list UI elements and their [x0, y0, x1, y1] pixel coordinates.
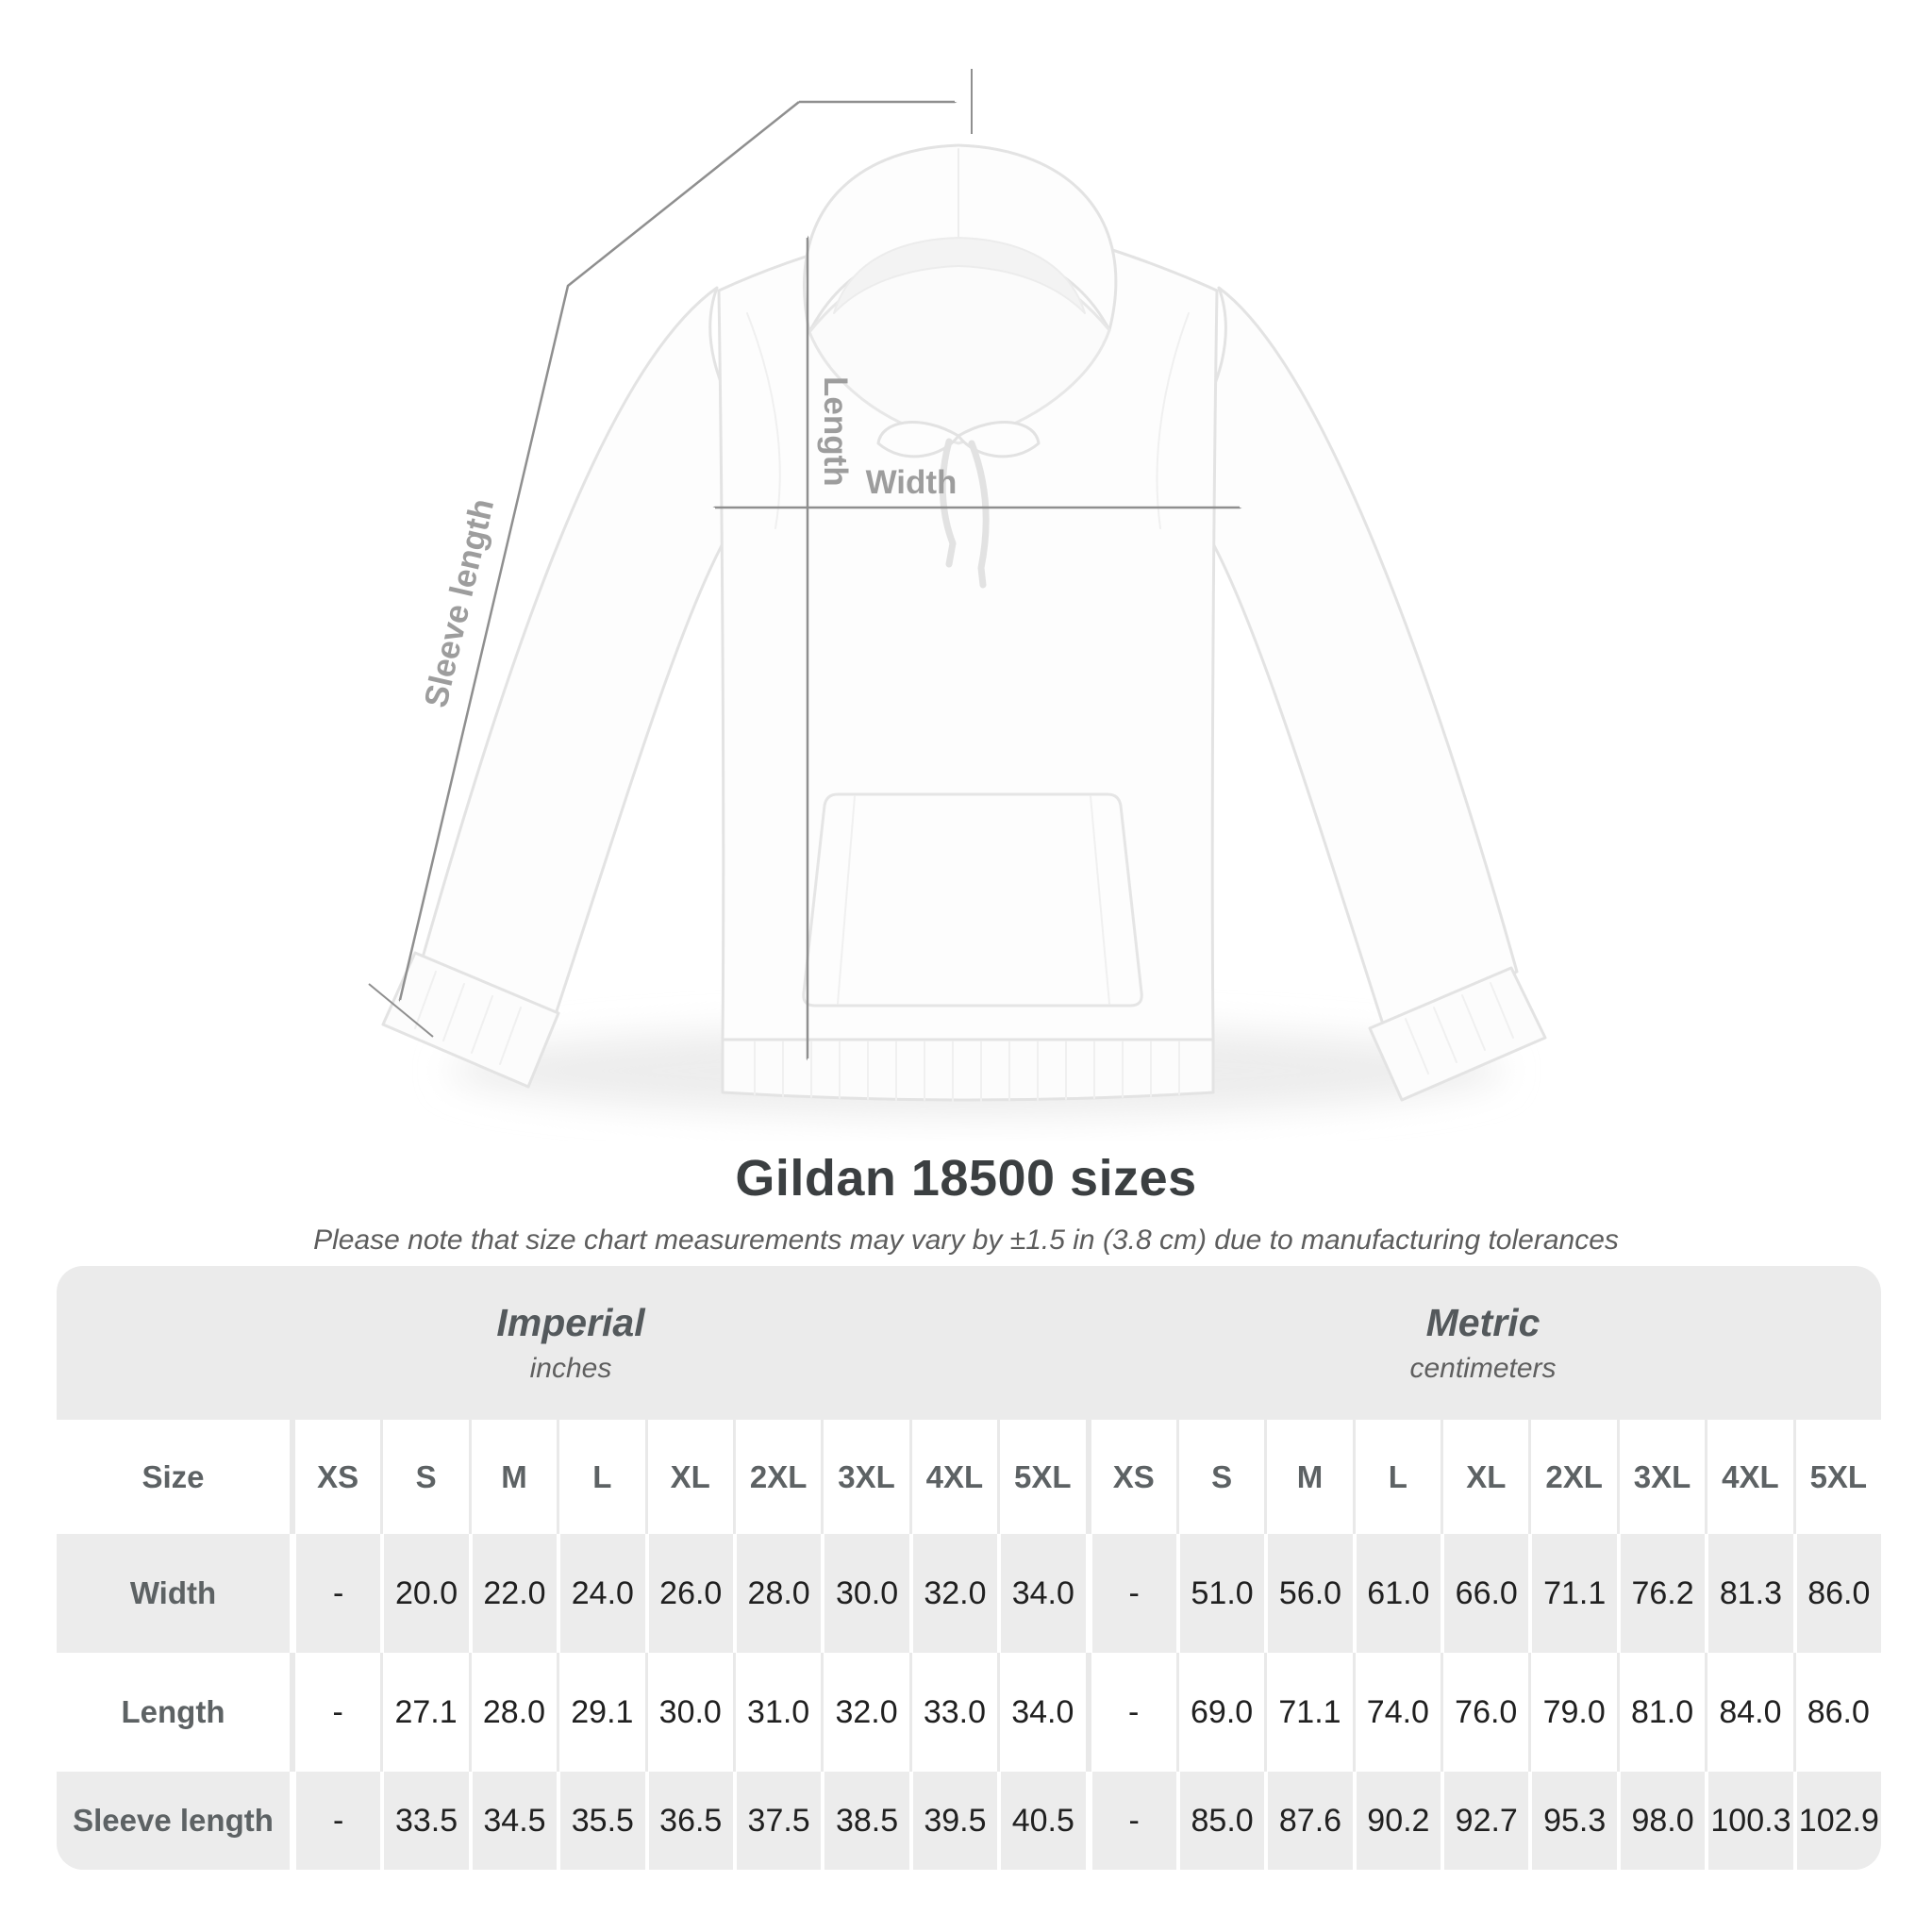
measurement-row-length — [57, 1653, 1881, 1772]
metric-label: Metric — [1425, 1301, 1541, 1344]
size-header-imperial-m: M — [469, 1420, 557, 1534]
width-metric-5xl: 86.0 — [1793, 1534, 1881, 1653]
length-metric-m: 71.1 — [1264, 1653, 1352, 1772]
width-metric-2xl: 71.1 — [1528, 1534, 1616, 1653]
sleeve-imperial-l: 35.5 — [557, 1772, 644, 1870]
size-header-imperial-2xl: 2XL — [733, 1420, 821, 1534]
sleeve-imperial-xl: 36.5 — [645, 1772, 733, 1870]
length-metric-s: 69.0 — [1176, 1653, 1264, 1772]
width-metric-l: 61.0 — [1353, 1534, 1441, 1653]
size-header-metric-xs: XS — [1086, 1420, 1176, 1534]
width-metric-m: 56.0 — [1264, 1534, 1352, 1653]
sleeve-imperial-2xl: 37.5 — [733, 1772, 821, 1870]
size-header-metric-m: M — [1264, 1420, 1352, 1534]
size-header-metric-xl: XL — [1441, 1420, 1528, 1534]
length-imperial-xs: - — [290, 1653, 380, 1772]
imperial-label: Imperial — [496, 1301, 645, 1344]
length-label: Length — [817, 376, 854, 487]
size-header-imperial-3xl: 3XL — [821, 1420, 908, 1534]
sleeve-metric-5xl: 102.9 — [1793, 1772, 1881, 1870]
metric-unit-label: centimeters — [1409, 1353, 1557, 1384]
size-header-imperial-s: S — [380, 1420, 468, 1534]
width-imperial-5xl: 34.0 — [997, 1534, 1085, 1653]
size-header-imperial-l: L — [557, 1420, 644, 1534]
width-metric-xl: 66.0 — [1441, 1534, 1528, 1653]
length-imperial-l: 29.1 — [557, 1653, 644, 1772]
sleeve-metric-4xl: 100.3 — [1705, 1772, 1792, 1870]
width-metric-4xl: 81.3 — [1705, 1534, 1792, 1653]
length-metric-l: 74.0 — [1353, 1653, 1441, 1772]
hoodie-illustration — [383, 145, 1545, 1101]
width-imperial-m: 22.0 — [469, 1534, 557, 1653]
unit-group-imperial — [57, 1266, 1085, 1420]
row-label-sleeve-length: Sleeve length — [73, 1803, 274, 1838]
size-header-metric-5xl: 5XL — [1793, 1420, 1881, 1534]
length-metric-2xl: 79.0 — [1528, 1653, 1616, 1772]
sleeve-imperial-m: 34.5 — [469, 1772, 557, 1870]
unit-group-metric — [1085, 1266, 1881, 1420]
unit-header-band — [57, 1266, 1881, 1420]
row-label-width: Width — [129, 1575, 217, 1610]
left-sleeve — [423, 288, 731, 1017]
width-metric-xs: - — [1086, 1534, 1176, 1653]
length-imperial-xl: 30.0 — [645, 1653, 733, 1772]
width-metric-s: 51.0 — [1176, 1534, 1264, 1653]
length-metric-5xl: 86.0 — [1793, 1653, 1881, 1772]
width-imperial-xl: 26.0 — [645, 1534, 733, 1653]
sleeve-metric-xl: 92.7 — [1441, 1772, 1528, 1870]
length-metric-3xl: 81.0 — [1617, 1653, 1705, 1772]
width-label: Width — [865, 464, 958, 501]
size-header-imperial-xl: XL — [645, 1420, 733, 1534]
kangaroo-pocket — [804, 794, 1142, 1006]
length-imperial-4xl: 33.0 — [909, 1653, 997, 1772]
size-header-imperial-xs: XS — [290, 1420, 380, 1534]
width-imperial-s: 20.0 — [380, 1534, 468, 1653]
page-title: Gildan 18500 sizes — [735, 1150, 1197, 1207]
length-metric-4xl: 84.0 — [1705, 1653, 1792, 1772]
page-subtitle: Please note that size chart measurements may vary by ±1.5 in (3.8 cm) due to manufacturing tolerances — [313, 1224, 1619, 1256]
length-imperial-m: 28.0 — [469, 1653, 557, 1772]
length-imperial-s: 27.1 — [380, 1653, 468, 1772]
measurement-row-width — [57, 1534, 1881, 1653]
size-header-metric-3xl: 3XL — [1617, 1420, 1705, 1534]
size-header-metric-s: S — [1176, 1420, 1264, 1534]
length-imperial-3xl: 32.0 — [821, 1653, 908, 1772]
width-imperial-3xl: 30.0 — [821, 1534, 908, 1653]
sleeve-metric-3xl: 98.0 — [1617, 1772, 1705, 1870]
sleeve-imperial-s: 33.5 — [380, 1772, 468, 1870]
size-header-metric-l: L — [1353, 1420, 1441, 1534]
sleeve-metric-xs: - — [1086, 1772, 1176, 1870]
sleeve-imperial-xs: - — [290, 1772, 380, 1870]
size-header-imperial-5xl: 5XL — [997, 1420, 1085, 1534]
length-imperial-2xl: 31.0 — [733, 1653, 821, 1772]
size-header-row — [57, 1420, 1881, 1534]
width-metric-3xl: 76.2 — [1617, 1534, 1705, 1653]
measurement-row-sleeve-length — [57, 1772, 1881, 1870]
width-imperial-xs: - — [290, 1534, 380, 1653]
length-imperial-5xl: 34.0 — [997, 1653, 1085, 1772]
size-column-header: Size — [142, 1458, 205, 1494]
row-label-length: Length — [121, 1694, 225, 1729]
sleeve-metric-l: 90.2 — [1353, 1772, 1441, 1870]
size-header-metric-4xl: 4XL — [1705, 1420, 1792, 1534]
imperial-unit-label: inches — [529, 1353, 612, 1384]
sleeve-imperial-4xl: 39.5 — [909, 1772, 997, 1870]
right-sleeve — [1206, 288, 1517, 1030]
sleeve-metric-m: 87.6 — [1264, 1772, 1352, 1870]
sleeve-metric-s: 85.0 — [1176, 1772, 1264, 1870]
size-header-imperial-4xl: 4XL — [909, 1420, 997, 1534]
width-imperial-2xl: 28.0 — [733, 1534, 821, 1653]
sleeve-metric-2xl: 95.3 — [1528, 1772, 1616, 1870]
length-metric-xl: 76.0 — [1441, 1653, 1528, 1772]
length-metric-xs: - — [1086, 1653, 1176, 1772]
size-table-card — [57, 1266, 1881, 1870]
hem-band — [723, 1040, 1213, 1100]
width-imperial-l: 24.0 — [557, 1534, 644, 1653]
width-imperial-4xl: 32.0 — [909, 1534, 997, 1653]
sleeve-imperial-5xl: 40.5 — [997, 1772, 1085, 1870]
sleeve-length-label: Sleeve length — [417, 495, 502, 711]
size-header-metric-2xl: 2XL — [1528, 1420, 1616, 1534]
sleeve-imperial-3xl: 38.5 — [821, 1772, 908, 1870]
